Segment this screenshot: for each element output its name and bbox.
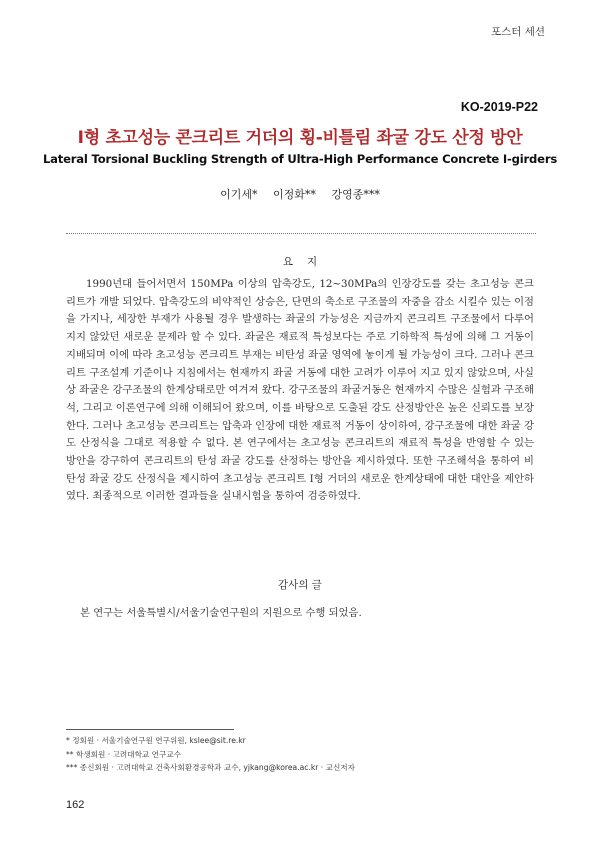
footnotes: [66, 734, 546, 775]
footnote-2: ** 학생회원 · 고려대학교 연구교수: [66, 749, 182, 759]
author-1: 이기세*: [220, 188, 258, 201]
author-3: 강영종***: [331, 188, 380, 201]
paper-title-english: Lateral Torsional Buckling Strength of Ultra-High Performance Concrete I-girders: [42, 152, 558, 166]
author-list: [0, 186, 600, 202]
page-number: 162: [66, 799, 85, 811]
paper-title-korean: I형 초고성능 콘크리트 거더의 횡-비틀림 좌굴 강도 산정 방안: [77, 128, 523, 148]
paper-id: KO-2019-P22: [460, 100, 538, 114]
acknowledgement-heading: 감사의 글: [278, 579, 322, 591]
footnote-divider: [66, 729, 234, 730]
session-label: 포스터 세션: [490, 26, 545, 38]
section-divider: [66, 233, 536, 234]
acknowledgement-text: 본 연구는 서울특별시/서울기술연구원의 지원으로 수행 되었음.: [80, 607, 362, 619]
abstract-heading: 요지: [282, 256, 332, 268]
abstract-text: 1990년대 들어서면서 150MPa 이상의 압축강도, 12~30MPa의 인장강도를 갖는 초고성능 콘크리트가 개발 되었다. 압축강도의 비약적인 상승은, 단면의 축소로 구조물의 자중을 감소 시킬수 있는 이점을 가지나, 세장한 부재가 사용될 경우 발생하는 좌굴의 가능성은 지금까지 콘크리트 구조물에서 다루어지지 않았던 새로운 문제라 할 수 있다. 좌굴은 재료적 특성보다는 주로 기하학적 특성에 의해 그 거동이 지배되며 이에 따라 초고성능 콘크리트 부재는 비탄성 좌굴 영역에 놓이게 될 가능성이 크다. 그러나 콘크리트 구조설계 기준이나 지침에서는 현재까지 좌굴 거동에 대한 고려가 이루어 지고 있지 않았으며, 사실상 좌굴은 강구조물의 한계상태로만 여겨져 왔다. 강구조물의 좌굴거동은 현재까지 수많은 실험과 구조해석, 그리고 이론연구에 의해 이해되어 왔으며, 이를 바탕으로 도출된 강도 산정방안은 높은 신뢰도를 보장한다. 그러나 초고성능 콘크리트는 압축과 인장에 대한 재료적 거동이 상이하여, 강구조물에 대한 좌굴 강도 산정식을 그대로 적용할 수 없다. 본 연구에서는 초고성능 콘크리트의 재료적 특성을 반영할 수 있는 방안을 강구하여 콘크리트의 탄성 좌굴 강도를 산정하는 방안을 제시하였다. 또한 구조해석을 통하여 비탄성 좌굴 강도 산정식을 제시하여 초고성능 콘크리트 I형 거더의 새로운 한계상태에 대한 대안을 제안하였다. 최종적으로 이러한 결과들을 실내시험을 통하여 검증하였다.: [66, 278, 534, 503]
footnote-1: * 정회원 · 서울기술연구원 연구위원, kslee@sit.re.kr: [66, 736, 246, 745]
footnote-3: *** 종신회원 · 고려대학교 건축사회환경공학과 교수, yjkang@korea.ac.kr · 교신저자: [66, 763, 355, 773]
author-2: 이정화**: [273, 188, 316, 201]
